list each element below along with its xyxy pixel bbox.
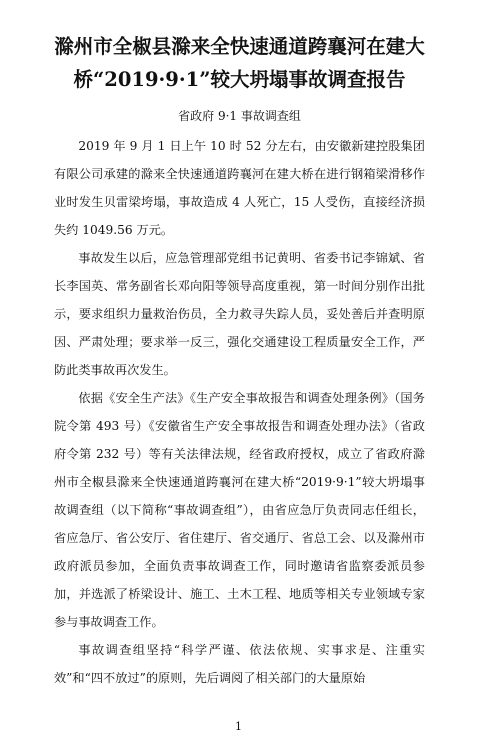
report-body (54, 132, 425, 692)
page-number: 1 (235, 720, 242, 733)
paragraph-leadership-response: 事故发生以后，应急管理部党组书记黄明、省委书记李锦斌、省长李国英、常务副省长邓向阳等领导高度重视，第一时间分别作出批示，要求组织力量救治伤员，全力救寻失踪人员，妥处善后并查明原因、严肃处理；要求举一反三，强化交通建设工程质量安全工作，严防此类事故再次发生。 (54, 251, 425, 377)
paragraph-investigation-team: 依据《安全生产法》《生产安全事故报告和调查处理条例》（国务院令第 493 号）《安徽省生产安全事故报告和调查处理办法》（省政府令第 232 号）等有关法律法规，经省政府授权，成立了省政府滁州市全椒县滁来全快速通道跨襄河在建大桥“2019·9·1”较大坍塌事故调查组（以下简称“事故调查组”），由省应急厅负责同志任组长，省应急厅、省公安厅、省住建厅、省交通厅、省总工会、以及滁州市政府派员参加，全面负责事故调查工作，同时邀请省监察委派员参加，并选派了桥梁设计、施工、土木工程、地质等相关专业领域专家参与事故调查工作。 (54, 391, 425, 629)
report-title-line-2: 桥“2019·9·1”较大坍塌事故调查报告 (73, 68, 406, 91)
issuing-body: 省政府 9·1 事故调查组 (178, 109, 301, 123)
paragraph-investigation-principles: 事故调查组坚持“科学严谨、依法依规、实事求是、注重实效”和“四不放过”的原则，先后调阅了相关部门的大量原始 (54, 643, 425, 685)
report-title-line-1: 滁州市全椒县滁来全快速通道跨襄河在建大 (54, 35, 425, 58)
report-title (54, 30, 425, 96)
paragraph-accident-summary: 2019 年 9 月 1 日上午 10 时 52 分左右，由安徽新建控股集团有限公司承建的滁来全快速通道跨襄河在建大桥在进行钢箱梁滑移作业时发生贝雷梁垮塌，事故造成 4 人死亡，15 人受伤，直接经济损失约 1049.56 万元。 (54, 139, 425, 237)
